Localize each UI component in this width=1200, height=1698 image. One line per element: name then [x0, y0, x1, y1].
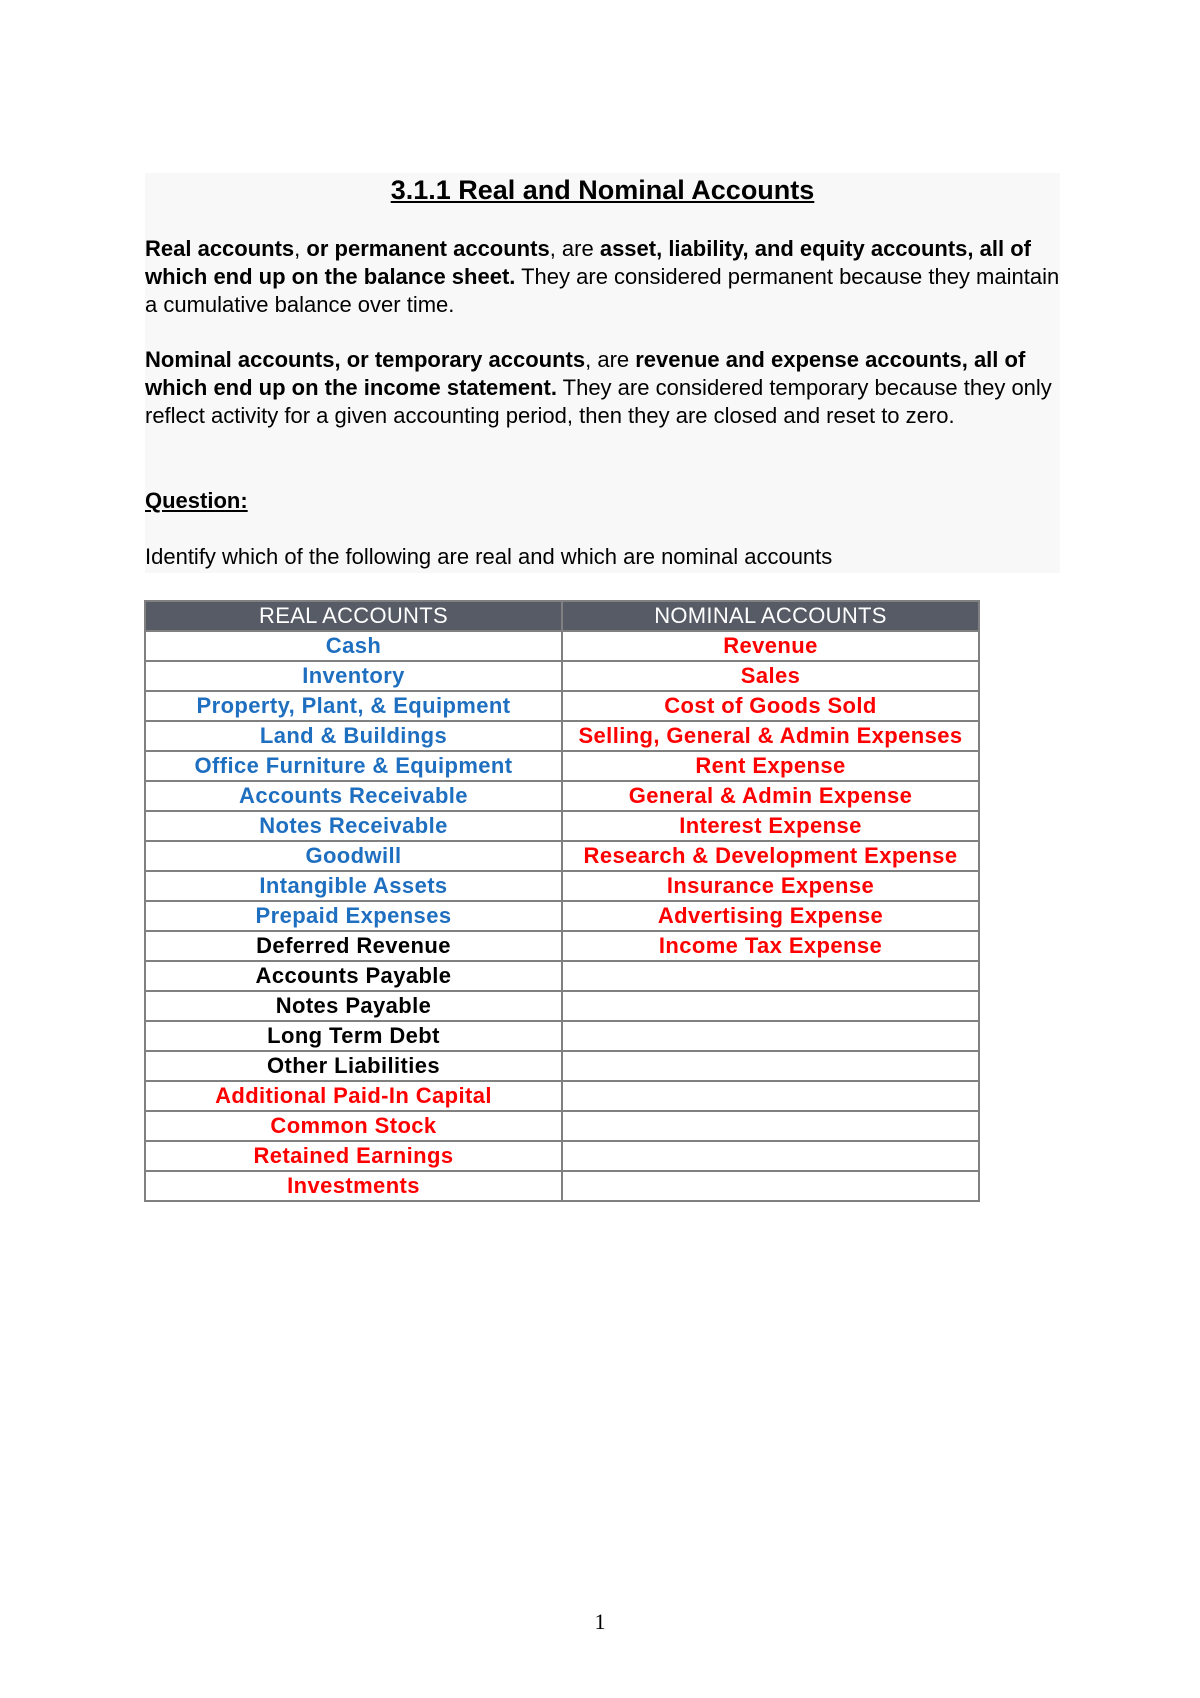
real-accounts-paragraph: Real accounts, or permanent accounts, are asset, liability, and equity accounts, all of which end up on the balance sheet. They are considered permanent because they maintain a cumulative balance over time.: [145, 236, 1060, 317]
nominal-accounts-definition: revenue and expense accounts, all of which end up on the income statement.: [145, 347, 1026, 400]
nominal-account-cell: General & Admin Expense: [562, 781, 979, 811]
header-real-accounts: REAL ACCOUNTS: [145, 601, 562, 631]
table-row: [145, 901, 979, 931]
nominal-account-cell: Research & Development Expense: [562, 841, 979, 871]
nominal-accounts-term: Nominal accounts, or temporary accounts: [145, 347, 586, 372]
nominal-account-cell: Rent Expense: [562, 751, 979, 781]
real-accounts-term: Real accounts: [145, 236, 295, 261]
nominal-account-cell: [562, 1111, 979, 1141]
nominal-account-cell: [562, 1021, 979, 1051]
table-row: [145, 1171, 979, 1201]
nominal-account-cell: [562, 991, 979, 1021]
page-number: 1: [594, 1609, 606, 1634]
table-row: [145, 1051, 979, 1081]
table-row: [145, 1141, 979, 1171]
nominal-account-cell: Advertising Expense: [562, 901, 979, 931]
real-account-cell: Common Stock: [145, 1111, 562, 1141]
real-account-cell: Long Term Debt: [145, 1021, 562, 1051]
real-account-cell: Inventory: [145, 661, 562, 691]
table-row: [145, 1111, 979, 1141]
nominal-account-cell: [562, 1081, 979, 1111]
intro-section: [145, 173, 1060, 573]
real-accounts-explanation: They are considered permanent because they maintain a cumulative balance over time.: [145, 264, 1060, 317]
table-row: [145, 841, 979, 871]
nominal-account-cell: Cost of Goods Sold: [562, 691, 979, 721]
permanent-accounts-term: or permanent accounts: [306, 236, 550, 261]
table-row: [145, 631, 979, 661]
table-row: [145, 721, 979, 751]
header-nominal-accounts: NOMINAL ACCOUNTS: [562, 601, 979, 631]
table-row: [145, 661, 979, 691]
nominal-account-cell: [562, 1171, 979, 1201]
real-account-cell: Deferred Revenue: [145, 931, 562, 961]
table-row: [145, 931, 979, 961]
nominal-account-cell: Revenue: [562, 631, 979, 661]
real-account-cell: Intangible Assets: [145, 871, 562, 901]
real-account-cell: Cash: [145, 631, 562, 661]
table-row: [145, 691, 979, 721]
real-accounts-definition: asset, liability, and equity accounts, all of which end up on the balance sheet.: [145, 236, 1031, 289]
table-header-row: [145, 601, 979, 631]
nominal-account-cell: Sales: [562, 661, 979, 691]
table-row: [145, 751, 979, 781]
page-title: 3.1.1 Real and Nominal Accounts: [390, 175, 815, 205]
table-row: [145, 871, 979, 901]
table-row: [145, 1081, 979, 1111]
table-row: [145, 991, 979, 1021]
question-instruction: Identify which of the following are real and which are nominal accounts: [145, 544, 833, 569]
real-account-cell: Office Furniture & Equipment: [145, 751, 562, 781]
real-account-cell: Accounts Payable: [145, 961, 562, 991]
nominal-account-cell: Interest Expense: [562, 811, 979, 841]
accounts-table-body: [145, 631, 979, 1201]
table-row: [145, 781, 979, 811]
real-account-cell: Other Liabilities: [145, 1051, 562, 1081]
nominal-account-cell: [562, 1051, 979, 1081]
nominal-accounts-paragraph: Nominal accounts, or temporary accounts, are revenue and expense accounts, all of which end up on the income statement. They are considered temporary because they only reflect activity for a given accounting period, then they are closed and reset to zero.: [145, 347, 1052, 428]
nominal-account-cell: Insurance Expense: [562, 871, 979, 901]
table-row: [145, 961, 979, 991]
real-account-cell: Notes Receivable: [145, 811, 562, 841]
real-account-cell: Investments: [145, 1171, 562, 1201]
question-heading: Question:: [145, 488, 248, 513]
nominal-accounts-explanation: They are considered temporary because they only reflect activity for a given accounting period, then they are closed and reset to zero.: [145, 375, 1052, 428]
real-account-cell: Goodwill: [145, 841, 562, 871]
real-account-cell: Notes Payable: [145, 991, 562, 1021]
real-account-cell: Property, Plant, & Equipment: [145, 691, 562, 721]
nominal-account-cell: [562, 1141, 979, 1171]
real-account-cell: Prepaid Expenses: [145, 901, 562, 931]
nominal-account-cell: Income Tax Expense: [562, 931, 979, 961]
accounts-table: [144, 600, 980, 1202]
real-account-cell: Retained Earnings: [145, 1141, 562, 1171]
nominal-account-cell: Selling, General & Admin Expenses: [562, 721, 979, 751]
table-row: [145, 1021, 979, 1051]
real-account-cell: Accounts Receivable: [145, 781, 562, 811]
table-row: [145, 811, 979, 841]
nominal-account-cell: [562, 961, 979, 991]
real-account-cell: Additional Paid-In Capital: [145, 1081, 562, 1111]
real-account-cell: Land & Buildings: [145, 721, 562, 751]
